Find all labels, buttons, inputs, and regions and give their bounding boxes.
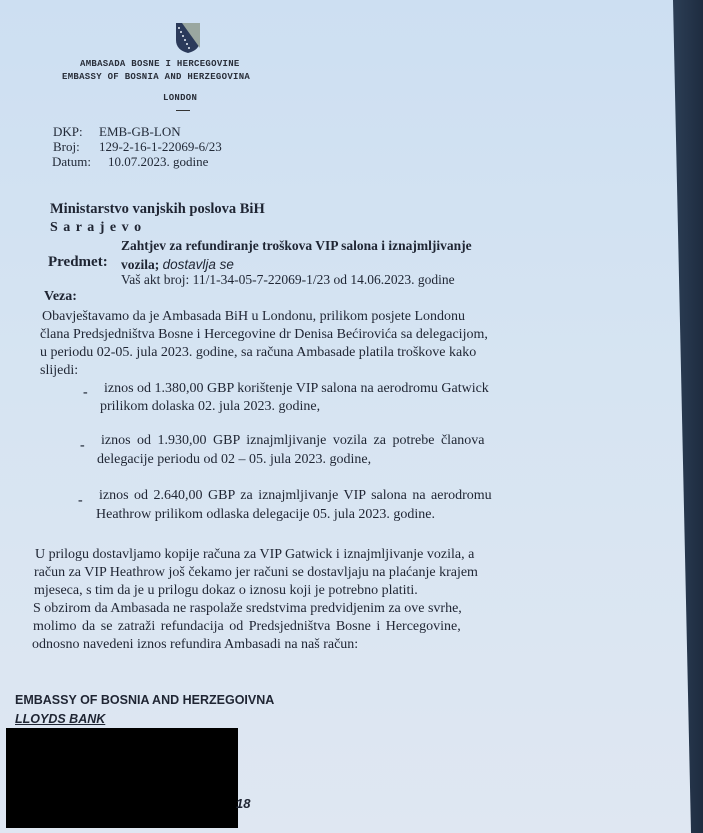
recipient-name: Ministarstvo vanjskih poslova BiH <box>50 201 265 217</box>
intro-line: slijedi: <box>40 363 79 378</box>
list-item-line: delegacije periodu od 02 – 05. jula 2023. godine, <box>97 452 372 467</box>
link-value: Vaš akt broj: 11/1-34-05-7-22069-1/23 od 14.06.2023. godine <box>121 272 455 287</box>
list-bullet: - <box>83 385 88 400</box>
letterhead-line-1: AMBASADA BOSNE I HERCEGOVINE <box>80 59 240 69</box>
intro-line: člana Predsjedništva Bosne i Hercegovine dr Denisa Bećirovića sa delegacijom, <box>40 327 488 342</box>
dkp-value: EMB-GB-LON <box>99 124 181 139</box>
closing-line: U prilogu dostavljamo kopije računa za VIP Gatwick i iznajmljivanje vozila, a <box>35 547 475 562</box>
bank-account-name: EMBASSY OF BOSNIA AND HERZEGOIVNA <box>15 693 275 707</box>
broj-label: Broj: <box>53 139 80 154</box>
closing-line: mjeseca, s tim da je u prilogu dokaz o iznosu koji je potrebno platiti. <box>34 583 418 598</box>
list-bullet: - <box>78 493 83 508</box>
closing-line: S obzirom da Ambasada ne raspolaže sredstvima predvidjenim za ove svrhe, <box>33 601 462 616</box>
datum-value: 10.07.2023. godine <box>108 154 209 169</box>
list-bullet: - <box>80 438 85 453</box>
datum-label: Datum: <box>52 154 91 169</box>
intro-line: Obavještavamo da je Ambasada BiH u Londonu, prilikom posjete Londonu <box>42 309 466 324</box>
subject-line-2: vozila; dostavlja se <box>121 257 234 272</box>
redacted-tail: 18 <box>236 796 251 811</box>
subject-label: Predmet: <box>48 254 108 270</box>
closing-line: račun za VIP Heathrow još čekamo jer računi se dostavljaju na plaćanje krajem <box>34 565 478 580</box>
list-item-line: iznos od 1.930,00 GBP iznajmljivanje vozila za potrebe članova <box>101 433 485 448</box>
dkp-line <box>53 124 181 140</box>
broj-value: 129-2-16-1-22069-6/23 <box>99 139 222 154</box>
intro-line: u periodu 02-05. jula 2023. godine, sa računa Ambasade platila troškove kako <box>40 345 477 360</box>
broj-line <box>53 139 222 155</box>
letterhead-city: LONDON <box>163 93 198 103</box>
closing-line: odnosno navedeni iznos refundira Ambasadi na naš račun: <box>32 637 359 652</box>
bih-coat-of-arms-icon <box>175 22 201 54</box>
list-item-line: iznos od 1.380,00 GBP korištenje VIP salona na aerodromu Gatwick <box>104 381 489 396</box>
list-item-line: Heathrow prilikom odlaska delegacije 05. jula 2023. godine. <box>96 507 436 522</box>
letterhead-line-2: EMBASSY OF BOSNIA AND HERZEGOVINA <box>62 72 251 82</box>
bank-name: LLOYDS BANK <box>15 712 106 726</box>
subject-line-1: Zahtjev za refundiranje troškova VIP salona i iznajmljivanje <box>121 238 472 253</box>
recipient-city: S a r a j e v o <box>50 220 143 235</box>
redaction-box <box>6 728 238 828</box>
datum-line <box>52 154 208 170</box>
link-label: Veza: <box>44 289 77 304</box>
list-item-line: prilikom dolaska 02. jula 2023. godine, <box>100 399 321 414</box>
letterhead-divider <box>176 110 190 111</box>
list-item-line: iznos od 2.640,00 GBP za iznajmljivanje VIP salona na aerodromu <box>99 488 492 503</box>
closing-line: molimo da se zatraži refundacija od Predsjedništva Bosne i Hercegovine, <box>33 619 461 634</box>
dkp-label: DKP: <box>53 124 83 139</box>
